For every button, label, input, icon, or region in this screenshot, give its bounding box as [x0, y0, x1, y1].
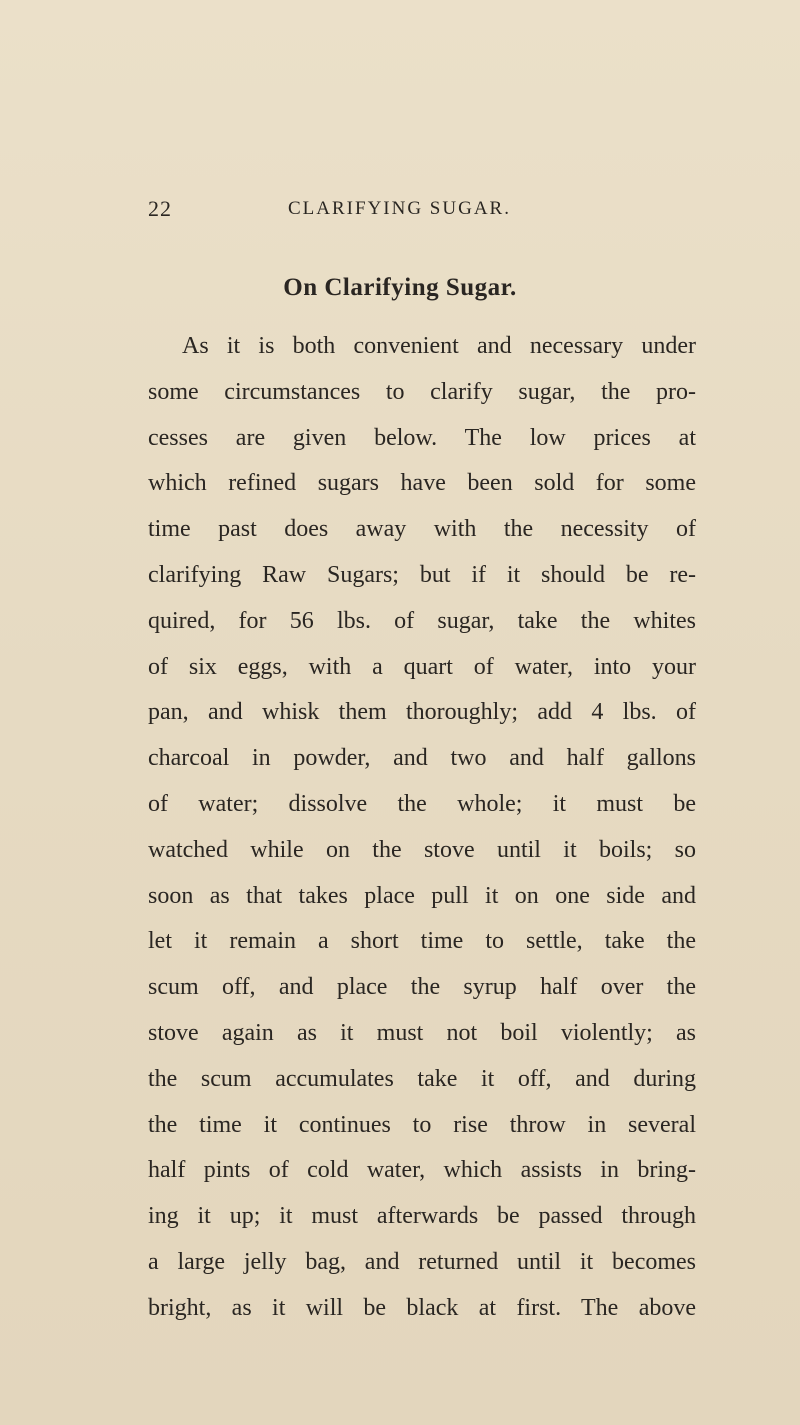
- text-line: scum off, and place the syrup half over the: [148, 974, 696, 1001]
- text-line: the scum accumulates take it off, and during: [148, 1065, 696, 1092]
- text-line: some circumstances to clarify sugar, the pro-: [148, 378, 696, 405]
- text-line: charcoal in powder, and two and half gallons: [148, 745, 696, 772]
- text-line: quired, for 56 lbs. of sugar, take the whites: [148, 607, 696, 634]
- text-line: As it is both convenient and necessary under: [182, 333, 696, 359]
- running-head: [148, 196, 688, 226]
- text-line: clarifying Raw Sugars; but if it should be re-: [148, 561, 696, 588]
- text-line: the time it continues to rise throw in several: [148, 1111, 696, 1138]
- text-line: watched while on the stove until it boils; so: [148, 836, 696, 863]
- text-line: time past does away with the necessity of: [148, 516, 696, 543]
- running-title: CLARIFYING SUGAR.: [288, 198, 511, 219]
- text-line: which refined sugars have been sold for some: [148, 470, 696, 497]
- text-line: a large jelly bag, and returned until it becomes: [148, 1248, 696, 1275]
- text-line: cesses are given below. The low prices at: [148, 424, 696, 451]
- text-line: of water; dissolve the whole; it must be: [148, 790, 696, 817]
- text-line: ing it up; it must afterwards be passed through: [148, 1203, 696, 1230]
- text-line: soon as that takes place pull it on one side and: [148, 882, 696, 909]
- text-line: bright, as it will be black at first. The above: [148, 1294, 696, 1321]
- section-title: On Clarifying Sugar.: [283, 274, 517, 301]
- text-line: half pints of cold water, which assists in bring-: [148, 1157, 696, 1184]
- body-text: [148, 324, 696, 1332]
- page-number: 22: [148, 196, 172, 221]
- text-line: let it remain a short time to settle, take the: [148, 928, 696, 955]
- text-line: stove again as it must not boil violently; as: [148, 1019, 696, 1046]
- text-line: of six eggs, with a quart of water, into your: [148, 653, 696, 680]
- text-line: pan, and whisk them thoroughly; add 4 lbs. of: [148, 699, 696, 726]
